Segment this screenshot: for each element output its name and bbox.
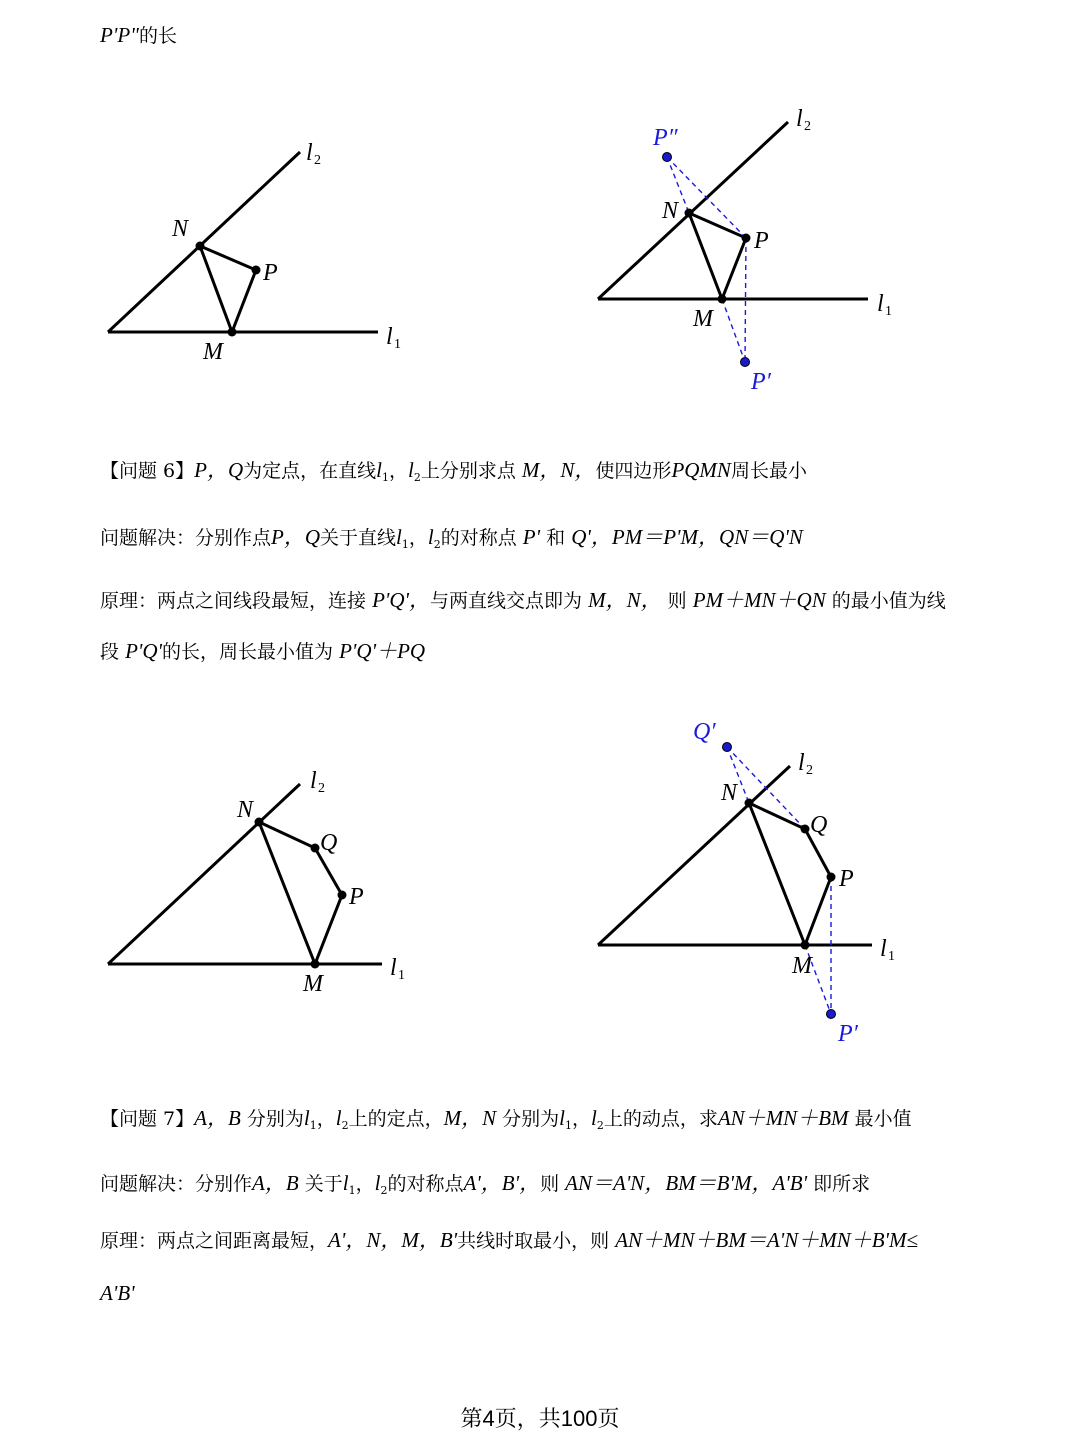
text: 2 — [596, 1119, 604, 1132]
label-l2: l — [306, 140, 313, 166]
label-l2: l — [796, 106, 803, 132]
point-N — [196, 242, 205, 251]
label-M: M — [303, 971, 323, 997]
text: P'Q'， — [372, 588, 431, 612]
label-P: P — [754, 228, 769, 254]
label-Q: Q — [810, 812, 828, 838]
text: 问题解决：分别作 — [100, 1173, 253, 1195]
label-l1-sub: 1 — [885, 304, 892, 319]
text: 1 — [309, 1119, 317, 1132]
text: A'，B'， — [463, 1171, 541, 1195]
text: 关于直线 — [320, 527, 397, 549]
text: P'Q' — [125, 639, 163, 663]
text: AN＋MN＋BM — [717, 1106, 849, 1130]
text: ， — [408, 527, 428, 549]
text: 上的动点，求 — [603, 1108, 718, 1130]
top-line-text: 的长 — [138, 25, 177, 47]
label-P-double-prime: P″ — [653, 125, 678, 151]
text: 2 — [413, 471, 421, 484]
problem-tag: 【问题 7】 — [100, 1108, 195, 1130]
text: 最小值 — [854, 1108, 912, 1130]
label-Q-prime: Q′ — [693, 719, 716, 745]
point-Q — [801, 825, 810, 834]
text: 周长最小 — [730, 460, 807, 482]
line-l2 — [108, 152, 300, 332]
triangle-npm — [200, 246, 256, 332]
text: 上分别求点 — [420, 460, 516, 482]
text: ， — [571, 1108, 591, 1130]
text: l — [396, 525, 402, 549]
text: PM＋MN＋QN — [692, 588, 826, 612]
text: 分别为 — [246, 1108, 304, 1130]
text: 2 — [433, 538, 441, 551]
point-N — [745, 799, 754, 808]
text: 使四边形 — [595, 460, 672, 482]
text: A，B — [194, 1106, 241, 1130]
text: 原理：两点之间距离最短， — [100, 1230, 329, 1252]
text: l — [376, 458, 382, 482]
line-l2 — [598, 122, 788, 299]
text: M，N — [443, 1106, 497, 1130]
label-l1-sub: 1 — [888, 949, 895, 964]
text: ， — [316, 1108, 336, 1130]
aux-mpprime — [722, 299, 745, 362]
label-P-prime: P′ — [751, 369, 771, 395]
label-P: P — [349, 884, 364, 910]
label-l2-sub: 2 — [804, 119, 811, 134]
label-P: P — [839, 866, 854, 892]
label-l1: l — [386, 324, 393, 350]
point-P — [742, 234, 751, 243]
problem-tag: 【问题 6】 — [100, 460, 195, 482]
text: l — [335, 1106, 342, 1130]
problem6-principle — [100, 587, 946, 614]
problem7-title — [100, 1105, 912, 1139]
label-l1-sub: 1 — [398, 968, 405, 983]
label-P: P — [263, 260, 278, 286]
text: 1 — [382, 471, 389, 484]
text: 2 — [380, 1184, 388, 1197]
label-N: N — [172, 216, 189, 242]
text: Q — [227, 458, 244, 482]
figure-1 — [108, 152, 378, 332]
text: l — [427, 525, 434, 549]
text: 分别为 — [502, 1108, 560, 1130]
label-N: N — [721, 780, 738, 806]
label-l1-sub: 1 — [394, 337, 401, 352]
page-footer: 第4页，共100页 — [460, 1406, 620, 1431]
text: A，B — [252, 1171, 299, 1195]
text: M，N， — [588, 588, 662, 612]
text: 的对称点 — [440, 527, 517, 549]
text: l — [559, 1106, 565, 1130]
figure-2 — [598, 122, 868, 299]
text: l — [303, 1106, 310, 1130]
text: 的对称点 — [387, 1173, 464, 1195]
point-Q-prime — [723, 743, 732, 752]
text: AN＋MN＋BM＝A'N＋MN＋B'M≤ — [615, 1228, 919, 1252]
text: 即所求 — [813, 1173, 871, 1195]
text: A'，N，M，B' — [328, 1228, 458, 1252]
point-N — [685, 209, 694, 218]
point-M — [718, 295, 727, 304]
label-l1: l — [880, 936, 887, 962]
segment-label: P'P" — [100, 23, 139, 47]
label-P-prime: P′ — [838, 1021, 858, 1047]
text: PQMN — [671, 458, 731, 482]
point-P-double-prime — [663, 153, 672, 162]
text: 则 — [667, 590, 687, 612]
text: 1 — [564, 1119, 572, 1132]
text: l — [374, 1171, 381, 1195]
text: l — [408, 458, 414, 482]
text: ， — [355, 1173, 375, 1195]
label-N: N — [662, 198, 679, 224]
text: P，Q — [271, 525, 321, 549]
text: 共线时取最小，则 — [457, 1230, 610, 1252]
problem7-principle-cont — [100, 1280, 135, 1307]
problem6-title — [100, 457, 807, 491]
text: 为定点，在直线 — [243, 460, 377, 482]
problem7-solution — [100, 1170, 870, 1204]
text: 的长，周长最小值为 — [162, 641, 334, 663]
triangle-npm — [689, 213, 746, 299]
text: P， — [194, 458, 228, 482]
text: Q'，PM＝P'M，QN＝Q'N — [571, 525, 803, 549]
text: 与两直线交点即为 — [430, 590, 583, 612]
label-l2-sub: 2 — [318, 781, 325, 796]
text: l — [591, 1106, 597, 1130]
text: 段 — [100, 641, 120, 663]
label-l1: l — [877, 291, 884, 317]
aux-qprime-q — [727, 747, 805, 829]
label-l2: l — [310, 768, 317, 794]
label-M: M — [203, 339, 223, 365]
text: AN＝A'N，BM＝B'M，A'B' — [565, 1171, 808, 1195]
point-P — [338, 891, 347, 900]
text: M，N， — [521, 458, 596, 482]
point-P-prime — [827, 1010, 836, 1019]
text: P' — [522, 525, 541, 549]
point-P-prime — [741, 358, 750, 367]
label-l2-sub: 2 — [806, 763, 813, 778]
text: 上的定点， — [348, 1108, 444, 1130]
label-l2: l — [798, 750, 805, 776]
text: 1 — [348, 1184, 356, 1197]
text: 的最小值为线 — [831, 590, 946, 612]
point-Q — [311, 844, 320, 853]
text: 关于 — [304, 1173, 343, 1195]
text: A'B' — [100, 1281, 135, 1305]
line-l2 — [108, 784, 300, 964]
text: 原理：两点之间线段最短，连接 — [100, 590, 367, 612]
label-N: N — [237, 797, 254, 823]
label-l2-sub: 2 — [314, 153, 321, 168]
label-l1: l — [390, 955, 397, 981]
text: 则 — [540, 1173, 560, 1195]
text: ， — [389, 460, 409, 482]
label-M: M — [693, 306, 713, 332]
label-Q: Q — [320, 830, 338, 856]
problem6-solution — [100, 524, 803, 558]
line-l2 — [598, 766, 790, 945]
point-M — [228, 328, 237, 337]
aux-ppp — [667, 157, 746, 238]
text: l — [342, 1171, 349, 1195]
point-P — [827, 873, 836, 882]
problem6-principle-cont — [100, 638, 425, 665]
text: 1 — [401, 538, 409, 551]
text: 问题解决：分别作点 — [100, 527, 272, 549]
text: 和 — [546, 527, 566, 549]
point-P — [252, 266, 261, 275]
label-M: M — [792, 953, 812, 979]
text: 2 — [341, 1119, 349, 1132]
problem7-principle — [100, 1227, 918, 1254]
text: P'Q'＋PQ — [339, 639, 426, 663]
point-M — [801, 941, 810, 950]
point-M — [311, 960, 320, 969]
point-N — [255, 818, 264, 827]
